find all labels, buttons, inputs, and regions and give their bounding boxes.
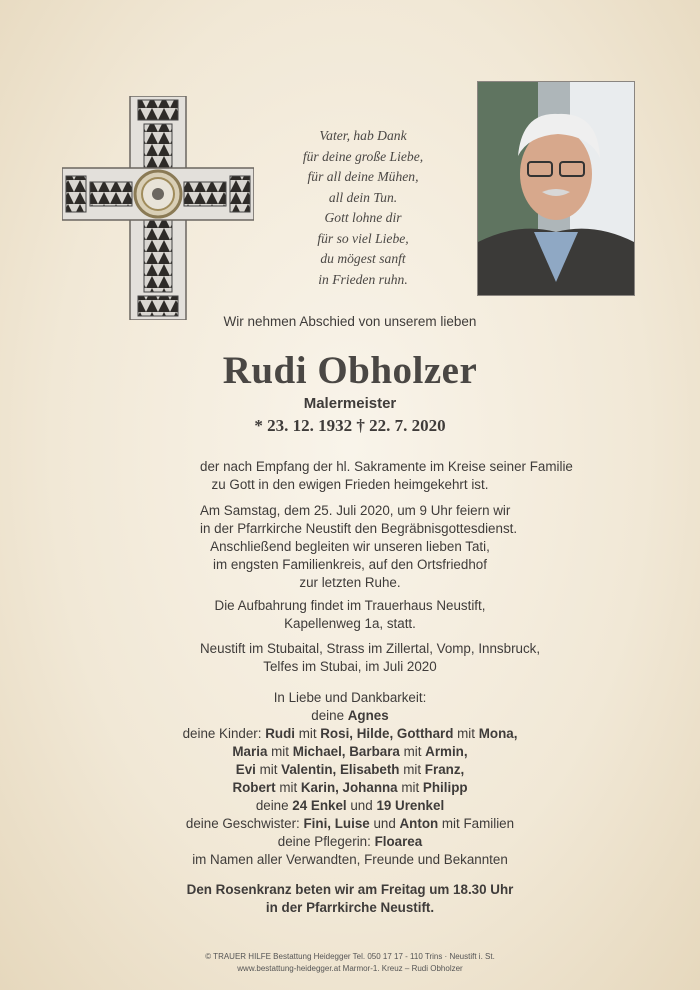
footer bbox=[0, 951, 700, 975]
poem-line: du mögest sanft bbox=[320, 251, 406, 266]
text-line: Telfes im Stubai, im Juli 2020 bbox=[263, 659, 437, 674]
rosary-notice bbox=[0, 881, 700, 917]
text-line: Anschließend begleiten wir unseren lieben Tati, bbox=[210, 539, 490, 554]
mourners-line: deine 24 Enkel und 19 Urenkel bbox=[255, 798, 445, 813]
text-line: der nach Empfang der hl. Sakramente im Kreise seiner Familie bbox=[200, 459, 573, 474]
portrait-photo bbox=[477, 81, 635, 296]
celtic-cross-icon bbox=[62, 96, 254, 320]
poem-line: all dein Tun. bbox=[328, 189, 398, 205]
poem-line: Vater, hab Dank bbox=[319, 128, 407, 143]
mourners-line: deine Pflegerin: Floarea bbox=[277, 834, 423, 849]
mourners-line: Robert mit Karin, Johanna mit Philipp bbox=[232, 780, 468, 795]
paragraph-sacraments bbox=[200, 458, 573, 494]
poem bbox=[278, 126, 448, 290]
poem-line: Gott lohne dir bbox=[324, 210, 402, 225]
text-line: in der Pfarrkirche Neustift. bbox=[265, 900, 435, 915]
intro-text: Wir nehmen Abschied von unserem lieben bbox=[223, 314, 477, 329]
mourners-list bbox=[180, 689, 520, 869]
text-line: Am Samstag, dem 25. Juli 2020, um 9 Uhr feiern wir bbox=[200, 503, 511, 518]
mourners-line: Evi mit Valentin, Elisabeth mit Franz, bbox=[235, 762, 465, 777]
mourners-line: Maria mit Michael, Barbara mit Armin, bbox=[232, 744, 468, 759]
text-line: Den Rosenkranz beten wir am Freitag um 18.30 Uhr bbox=[186, 882, 514, 897]
paragraph-wake bbox=[200, 597, 500, 633]
text-line: zu Gott in den ewigen Frieden heimgekehrt ist. bbox=[211, 477, 489, 492]
mourners-line: im Namen aller Verwandten, Freunde und Bekannten bbox=[192, 852, 508, 867]
life-dates: * 23. 12. 1932 † 22. 7. 2020 bbox=[254, 416, 446, 435]
poem-line: für so viel Liebe, bbox=[317, 230, 409, 246]
paragraph-places bbox=[200, 640, 541, 676]
footer-line: www.bestattung-heidegger.at Marmor-1. Kreuz – Rudi Obholzer bbox=[237, 964, 463, 973]
mourners-line: deine Kinder: Rudi mit Rosi, Hilde, Gotthard mit Mona, bbox=[182, 726, 518, 741]
text-line: Kapellenweg 1a, statt. bbox=[284, 616, 416, 631]
poem-line: für all deine Mühen, bbox=[307, 169, 419, 184]
text-line: in der Pfarrkirche Neustift den Begräbnisgottesdienst. bbox=[200, 521, 518, 536]
mourners-line: deine Agnes bbox=[311, 708, 389, 723]
text-line: Neustift im Stubaital, Strass im Zillertal, Vomp, Innsbruck, bbox=[200, 641, 541, 656]
footer-line: © TRAUER HILFE Bestattung Heidegger Tel. 050 17 17 - 110 Trins · Neustift i. St. bbox=[205, 952, 495, 961]
deceased-name: Rudi Obholzer bbox=[222, 349, 478, 392]
text-line: zur letzten Ruhe. bbox=[299, 575, 401, 590]
poem-line: für deine große Liebe, bbox=[302, 148, 424, 164]
poem-line: in Frieden ruhn. bbox=[318, 271, 408, 287]
mourners-line: deine Geschwister: Fini, Luise und Anton mit Familien bbox=[185, 816, 515, 831]
deceased-title: Malermeister bbox=[303, 395, 397, 412]
text-line: im engsten Familienkreis, auf den Ortsfriedhof bbox=[213, 557, 487, 572]
mourners-line: In Liebe und Dankbarkeit: bbox=[273, 690, 427, 705]
text-line: Die Aufbahrung findet im Trauerhaus Neustift, bbox=[214, 598, 486, 613]
paragraph-funeral bbox=[200, 502, 518, 592]
